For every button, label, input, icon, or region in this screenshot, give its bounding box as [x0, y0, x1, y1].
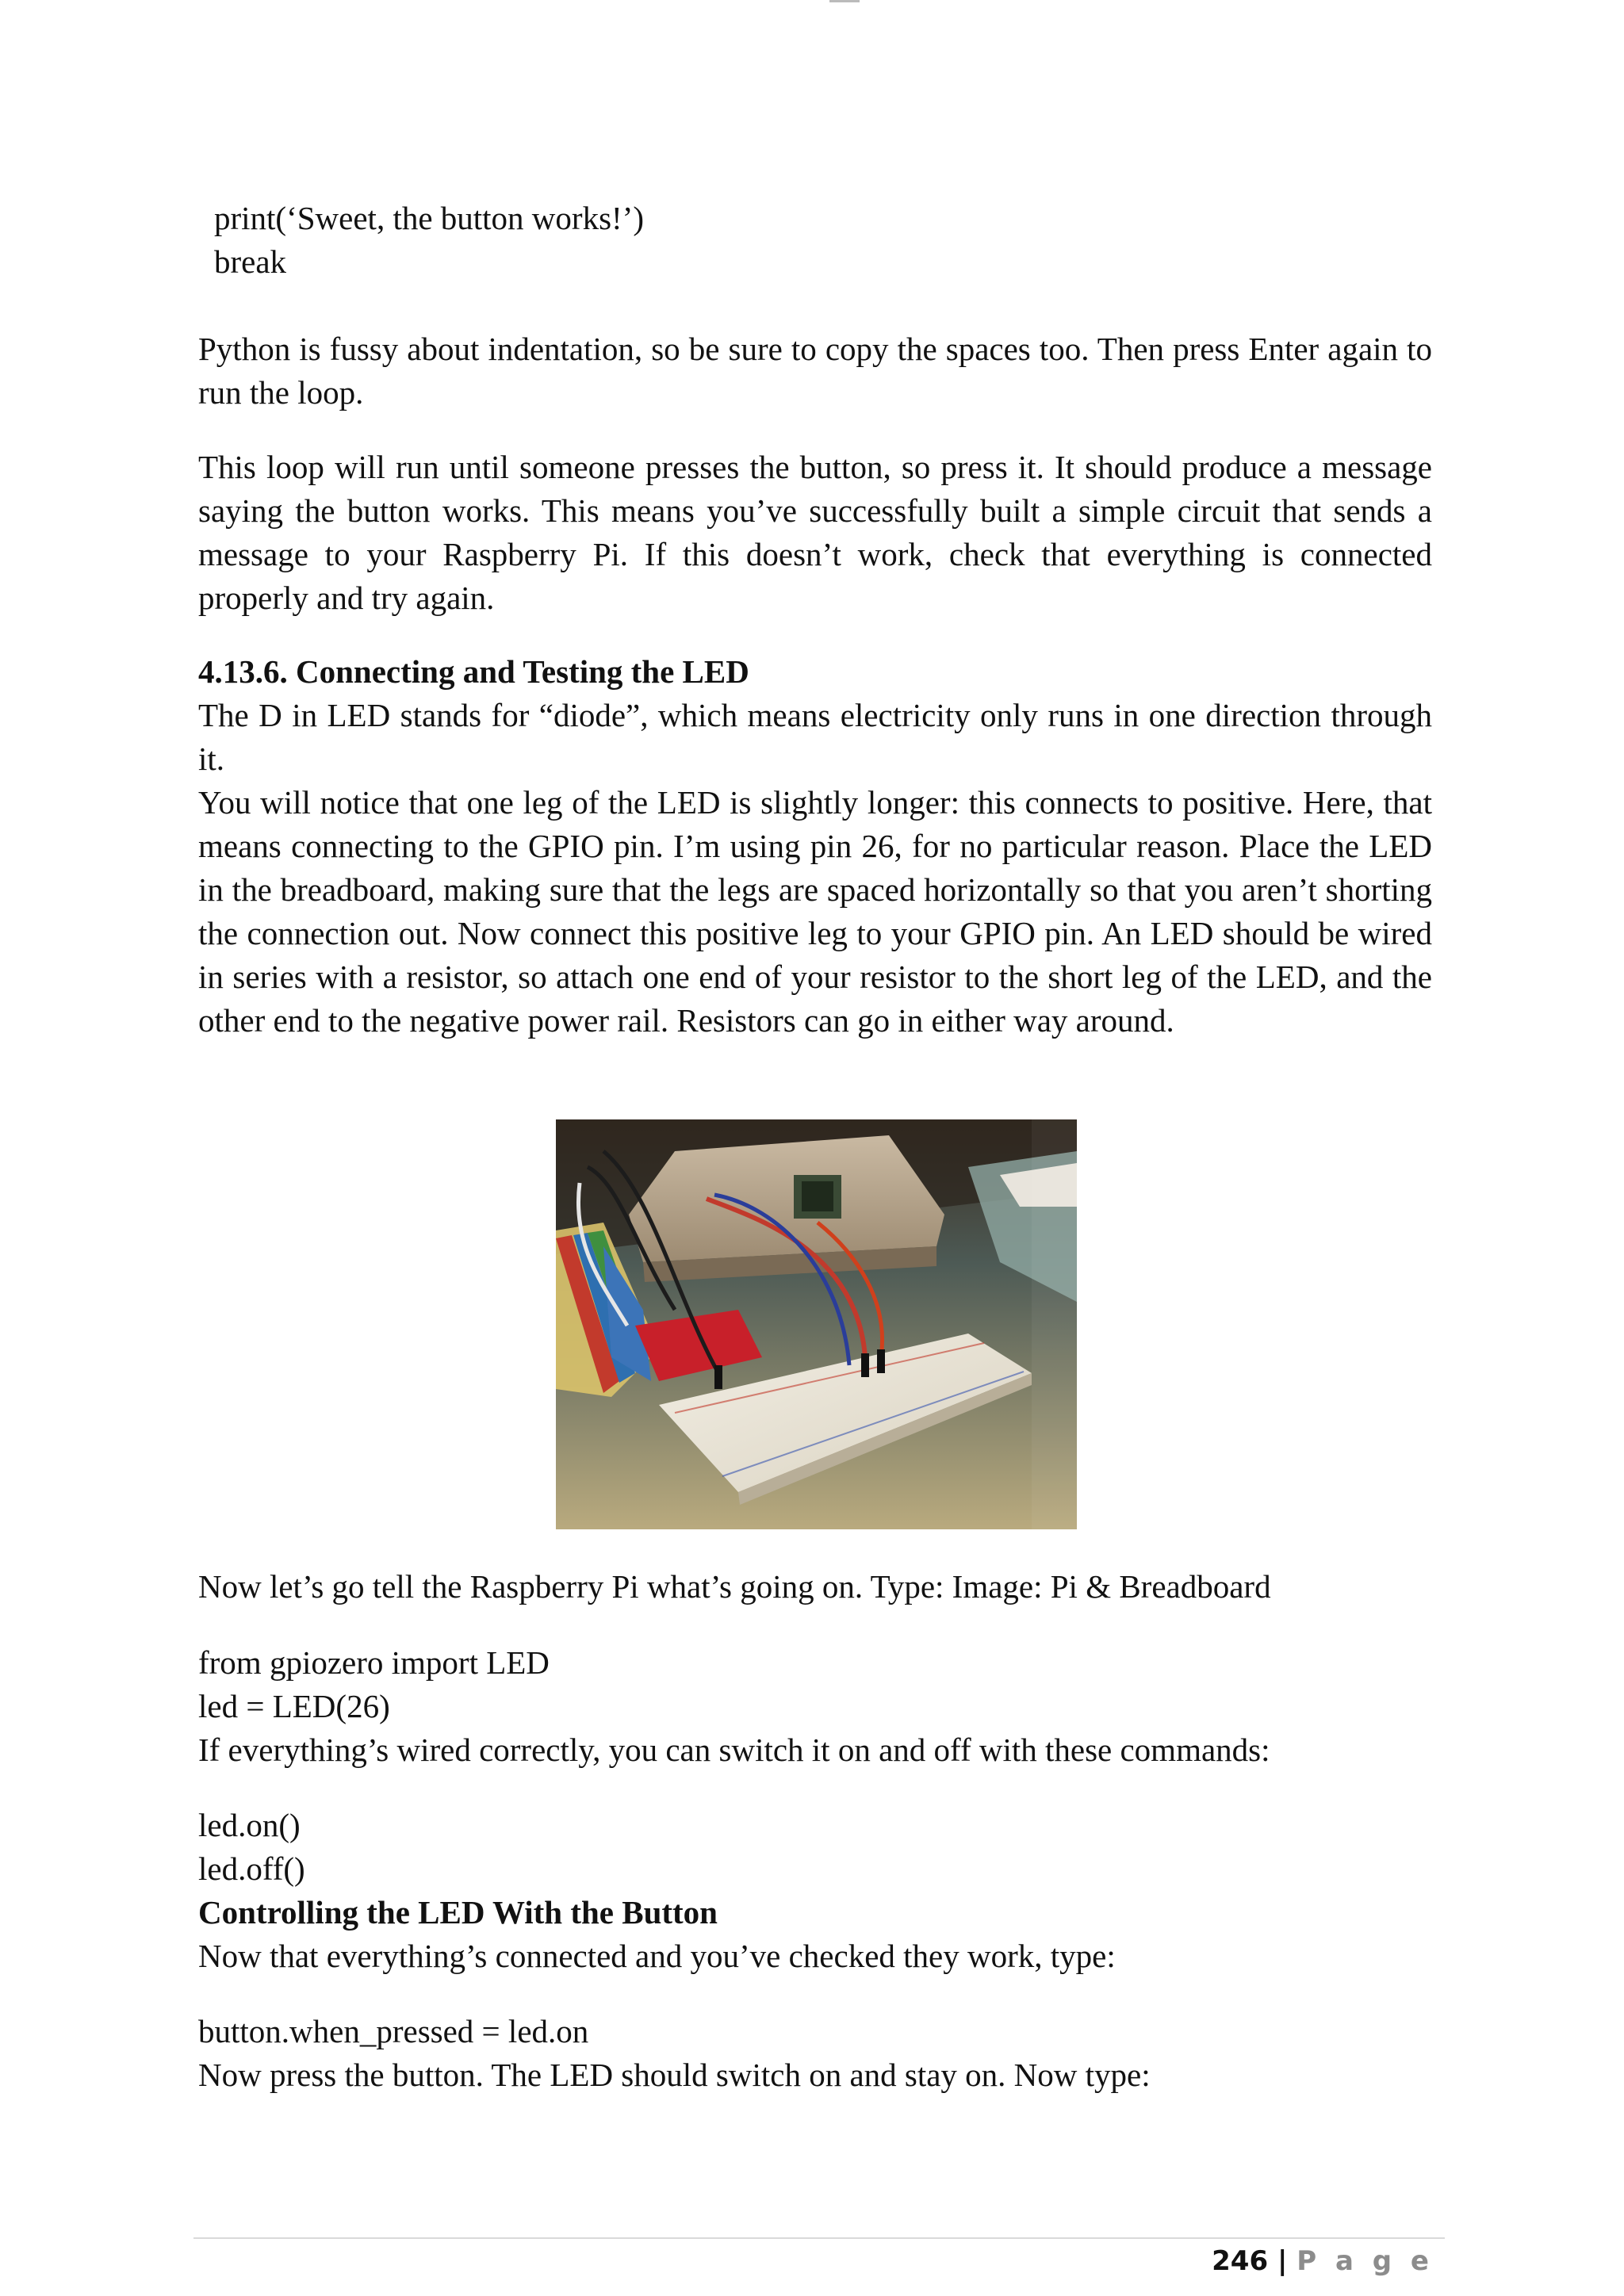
code-block-button-loop: [214, 197, 644, 284]
footer-divider: [193, 2237, 1445, 2239]
section-heading: 4.13.6. Connecting and Testing the LED: [198, 653, 749, 690]
subheading: Controlling the LED With the Button: [198, 1894, 718, 1931]
code-block-import: [198, 1641, 1432, 1728]
paragraph-switch: If everything’s wired correctly, you can switch it on and off with these commands:: [198, 1732, 1270, 1768]
paragraph-connected: Now that everything’s connected and you’ve checked they work, type:: [198, 1938, 1116, 1974]
code-line: led = LED(26): [198, 1688, 390, 1724]
paragraph-diode: The D in LED stands for “diode”, which means electricity only runs in one direction through it.: [198, 697, 1432, 777]
header-mark: [829, 0, 860, 2]
paragraph-tell-pi: Now let’s go tell the Raspberry Pi what’s going on. Type: Image: Pi & Breadboard: [198, 1568, 1271, 1605]
pi-breadboard-photo: [556, 1119, 1077, 1529]
paragraph-wiring: You will notice that one leg of the LED is slightly longer: this connects to positive. Here, that means connecting to the GPIO pin. I’m using pin 26, for no particular reason. Place the LED in the breadboard, making sure that the legs are spaced horizontally so that you aren’t shorting the connection out. Now connect this positive leg to your GPIO pin. An LED should be wired in series with a resistor, so attach one end of your resistor to the short leg of the LED, and the other end to the negative power rail. Resistors can go in either way around.: [198, 784, 1432, 1039]
paragraph-loop: This loop will run until someone presses the button, so press it. It should produce a message saying the button works. This means you’ve successfully built a simple circuit that sends a message to your Raspberry Pi. If this doesn’t work, check that everything is connected properly and try again.: [198, 449, 1432, 616]
code-block-on-off: [198, 1804, 1432, 1891]
page-footer: [1212, 2244, 1434, 2279]
code-line: break: [214, 243, 287, 280]
page-label: P a g e: [1297, 2245, 1434, 2277]
code-line: from gpiozero import LED: [198, 1644, 550, 1681]
page-number: 246: [1212, 2245, 1269, 2277]
code-line: led.on(): [198, 1807, 301, 1843]
paragraph-indentation: Python is fussy about indentation, so be sure to copy the spaces too. Then press Enter again to run the loop.: [198, 331, 1432, 411]
paragraph-press: Now press the button. The LED should switch on and stay on. Now type:: [198, 2057, 1151, 2093]
code-line: led.off(): [198, 1850, 305, 1887]
code-line: print(‘Sweet, the button works!’): [214, 200, 644, 236]
footer-separator: |: [1277, 2245, 1288, 2277]
code-line-when-pressed: button.when_pressed = led.on: [198, 2013, 589, 2049]
